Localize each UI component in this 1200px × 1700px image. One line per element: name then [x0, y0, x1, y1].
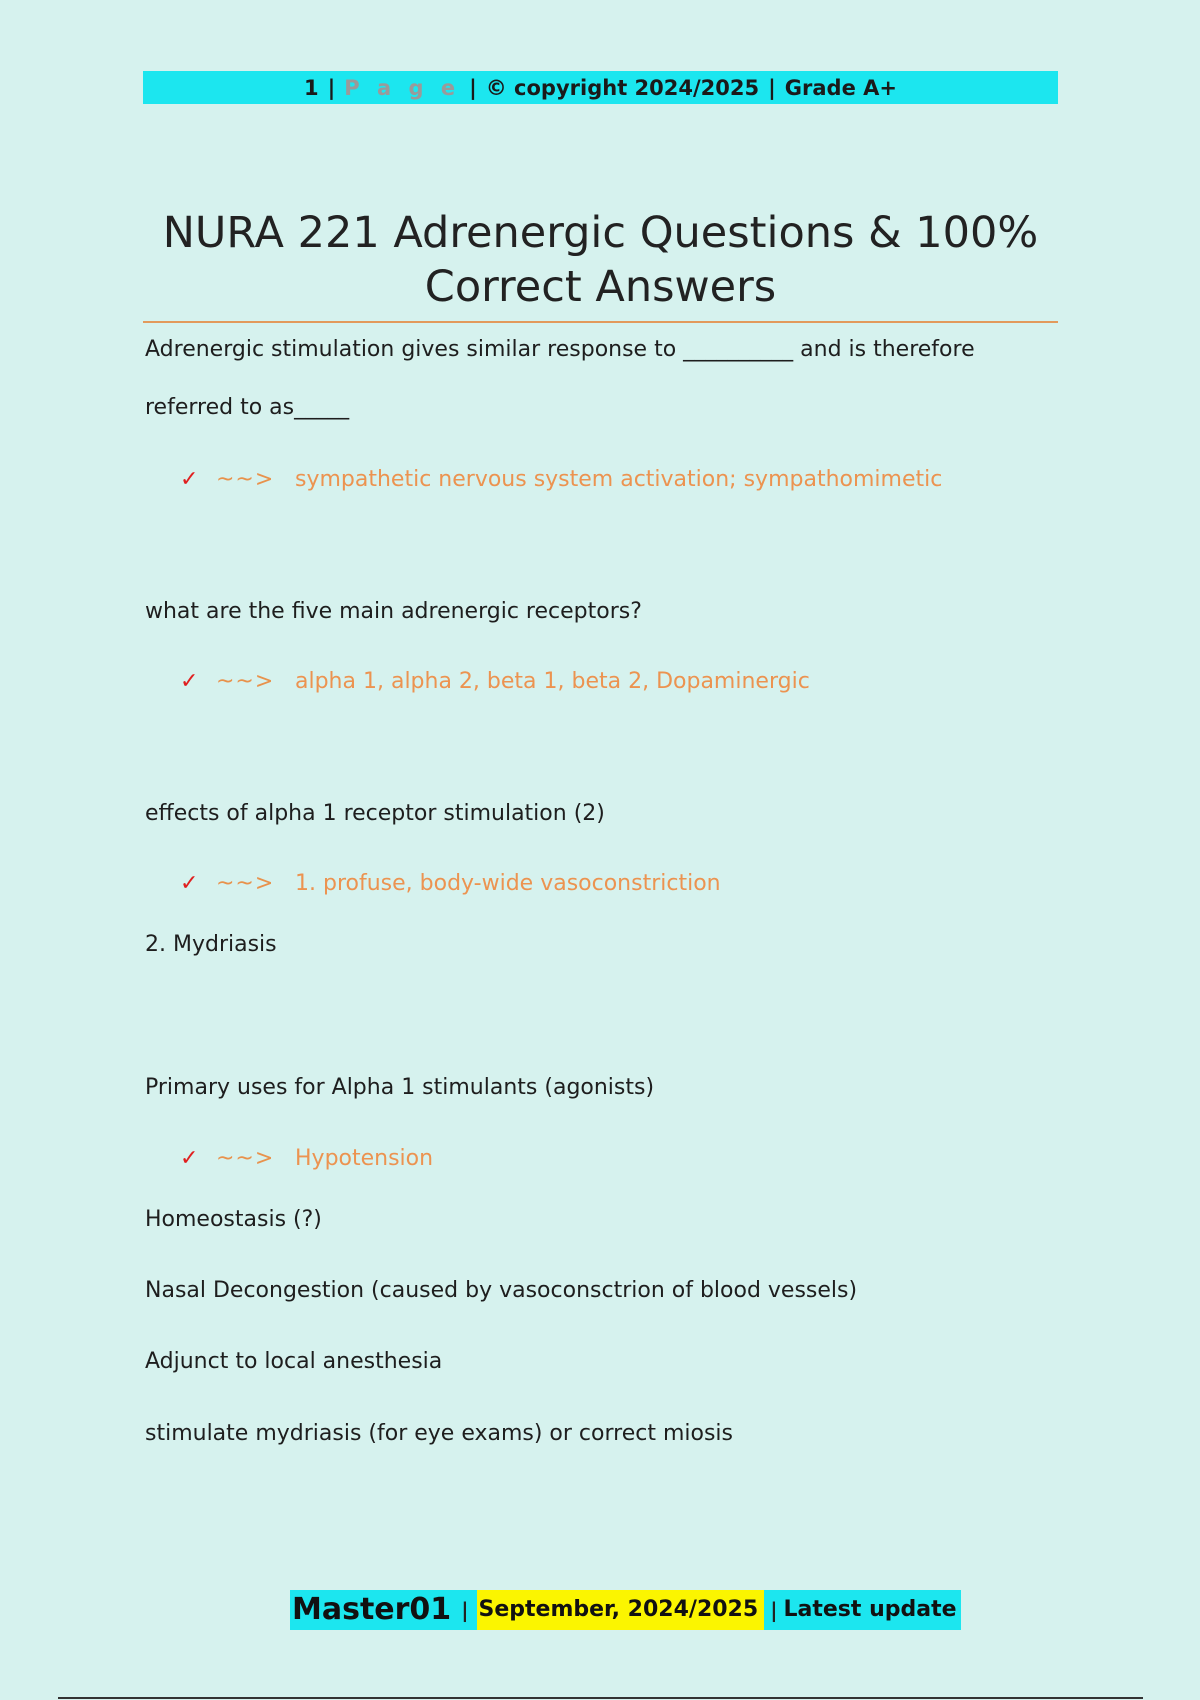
answer-4-extra-2: Nasal Decongestion (caused by vasoconsctrion of blood vessels): [145, 1278, 858, 1303]
answer-4: [180, 1145, 433, 1173]
header-separator: |: [469, 75, 477, 100]
page-number: 1: [304, 75, 319, 100]
question-2: what are the five main adrenergic receptors?: [145, 599, 642, 624]
answer-3: [180, 870, 721, 898]
title-divider: [143, 321, 1058, 323]
answer-1: [180, 466, 942, 494]
copyright-text: © copyright 2024/2025: [485, 75, 760, 100]
check-icon: ✓: [180, 467, 199, 492]
footer-separator: |: [764, 1590, 783, 1630]
check-icon: ✓: [180, 1146, 199, 1171]
footer-update: Latest update: [784, 1590, 961, 1630]
arrow-icon: ~~>: [216, 467, 275, 492]
header-separator: |: [768, 75, 776, 100]
page-word: P a g e: [344, 75, 461, 100]
question-4: Primary uses for Alpha 1 stimulants (agonists): [145, 1075, 655, 1100]
bottom-divider: [58, 1697, 1143, 1699]
answer-2: [180, 668, 810, 696]
answer-4-extra-1: Homeostasis (?): [145, 1207, 322, 1232]
answer-text: alpha 1, alpha 2, beta 1, beta 2, Dopaminergic: [295, 669, 810, 694]
answer-4-extra-3: Adjunct to local anesthesia: [145, 1349, 443, 1374]
document-title: [143, 206, 1058, 314]
footer-brand: Master01: [290, 1590, 453, 1630]
check-icon: ✓: [180, 669, 199, 694]
answer-3-extra-1: 2. Mydriasis: [145, 932, 277, 957]
footer-separator: |: [453, 1590, 476, 1630]
answer-text: Hypotension: [295, 1146, 434, 1171]
title-line-2: Correct Answers: [424, 262, 777, 312]
question-1-line-2: referred to as_____: [145, 395, 350, 420]
arrow-icon: ~~>: [216, 669, 275, 694]
page-footer: [290, 1590, 961, 1630]
page-header: [143, 71, 1058, 104]
check-icon: ✓: [180, 871, 199, 896]
grade-text: Grade A+: [784, 75, 897, 100]
answer-4-extra-4: stimulate mydriasis (for eye exams) or correct miosis: [145, 1421, 733, 1446]
title-line-1: NURA 221 Adrenergic Questions & 100%: [162, 208, 1039, 258]
arrow-icon: ~~>: [216, 1146, 275, 1171]
footer-date: September, 2024/2025: [477, 1590, 765, 1630]
answer-text: sympathetic nervous system activation; sympathomimetic: [295, 467, 943, 492]
header-separator: |: [327, 75, 336, 100]
question-3: effects of alpha 1 receptor stimulation (2): [145, 801, 605, 826]
arrow-icon: ~~>: [216, 871, 275, 896]
question-1-line-1: Adrenergic stimulation gives similar response to __________ and is therefore: [145, 337, 975, 362]
answer-text: 1. profuse, body-wide vasoconstriction: [295, 871, 721, 896]
